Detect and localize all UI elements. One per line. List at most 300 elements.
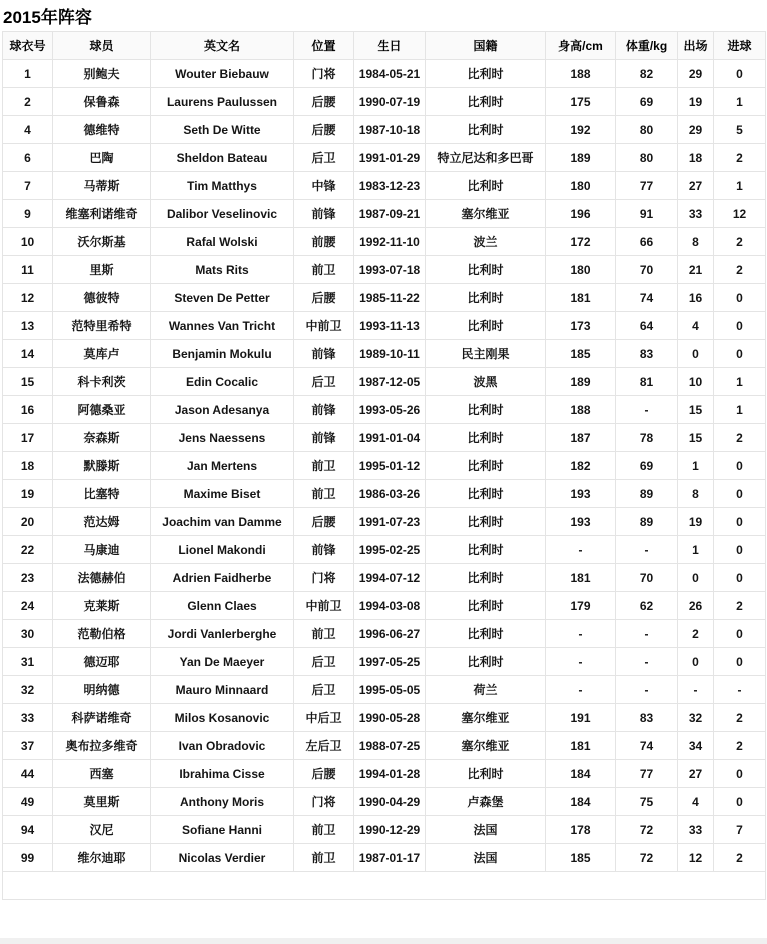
cell-birthday: 1987-09-21 — [354, 200, 426, 228]
cell-goals: 2 — [714, 144, 766, 172]
cell-weight: 69 — [616, 452, 678, 480]
cell-english-name: Yan De Maeyer — [151, 648, 294, 676]
table-row — [3, 816, 766, 844]
cell-jersey-number: 18 — [3, 452, 53, 480]
cell-nationality: 民主刚果 — [426, 340, 546, 368]
cell-height: 184 — [546, 788, 616, 816]
cell-height: 180 — [546, 256, 616, 284]
cell-goals: 0 — [714, 312, 766, 340]
cell-jersey-number: 37 — [3, 732, 53, 760]
cell-weight: 69 — [616, 88, 678, 116]
cell-english-name: Milos Kosanovic — [151, 704, 294, 732]
cell-weight: 64 — [616, 312, 678, 340]
cell-appearances: - — [678, 676, 714, 704]
cell-height: 189 — [546, 144, 616, 172]
cell-english-name: Sofiane Hanni — [151, 816, 294, 844]
cell-birthday: 1985-11-22 — [354, 284, 426, 312]
cell-weight: 81 — [616, 368, 678, 396]
cell-birthday: 1991-01-04 — [354, 424, 426, 452]
cell-birthday: 1988-07-25 — [354, 732, 426, 760]
cell-jersey-number: 49 — [3, 788, 53, 816]
cell-english-name: Wouter Biebauw — [151, 60, 294, 88]
cell-jersey-number: 9 — [3, 200, 53, 228]
table-row — [3, 228, 766, 256]
cell-nationality: 比利时 — [426, 760, 546, 788]
cell-goals: 0 — [714, 508, 766, 536]
cell-position: 前锋 — [294, 536, 354, 564]
cell-weight: 70 — [616, 564, 678, 592]
cell-player-name: 奥布拉多维奇 — [53, 732, 151, 760]
roster-table — [2, 31, 766, 900]
cell-jersey-number: 14 — [3, 340, 53, 368]
table-row — [3, 676, 766, 704]
cell-height: 188 — [546, 60, 616, 88]
cell-goals: 0 — [714, 536, 766, 564]
cell-english-name: Ibrahima Cisse — [151, 760, 294, 788]
cell-jersey-number: 13 — [3, 312, 53, 340]
cell-birthday: 1984-05-21 — [354, 60, 426, 88]
cell-goals: 2 — [714, 844, 766, 872]
cell-height: 185 — [546, 340, 616, 368]
cell-position: 前卫 — [294, 452, 354, 480]
cell-player-name: 维塞利诺维奇 — [53, 200, 151, 228]
cell-goals: 2 — [714, 704, 766, 732]
cell-appearances: 21 — [678, 256, 714, 284]
cell-player-name: 范达姆 — [53, 508, 151, 536]
cell-goals: 5 — [714, 116, 766, 144]
cell-appearances: 8 — [678, 480, 714, 508]
cell-english-name: Wannes Van Tricht — [151, 312, 294, 340]
cell-height: - — [546, 536, 616, 564]
cell-position: 后腰 — [294, 116, 354, 144]
cell-position: 后卫 — [294, 676, 354, 704]
cell-height: 188 — [546, 396, 616, 424]
cell-nationality: 卢森堡 — [426, 788, 546, 816]
cell-weight: - — [616, 536, 678, 564]
cell-player-name: 莫库卢 — [53, 340, 151, 368]
cell-english-name: Jordi Vanlerberghe — [151, 620, 294, 648]
cell-jersey-number: 6 — [3, 144, 53, 172]
cell-appearances: 18 — [678, 144, 714, 172]
cell-weight: 83 — [616, 340, 678, 368]
cell-nationality: 比利时 — [426, 592, 546, 620]
cell-appearances: 26 — [678, 592, 714, 620]
cell-jersey-number: 33 — [3, 704, 53, 732]
cell-nationality: 特立尼达和多巴哥 — [426, 144, 546, 172]
cell-height: - — [546, 620, 616, 648]
cell-nationality: 比利时 — [426, 172, 546, 200]
cell-birthday: 1993-05-26 — [354, 396, 426, 424]
cell-player-name: 科萨诺维奇 — [53, 704, 151, 732]
cell-goals: 0 — [714, 60, 766, 88]
cell-birthday: 1983-12-23 — [354, 172, 426, 200]
cell-appearances: 19 — [678, 88, 714, 116]
cell-player-name: 沃尔斯基 — [53, 228, 151, 256]
cell-position: 前锋 — [294, 424, 354, 452]
table-header-row — [3, 32, 766, 60]
table-footer — [3, 872, 766, 900]
cell-height: 187 — [546, 424, 616, 452]
table-row — [3, 284, 766, 312]
table-row — [3, 200, 766, 228]
cell-goals: 0 — [714, 788, 766, 816]
cell-appearances: 0 — [678, 340, 714, 368]
cell-jersey-number: 17 — [3, 424, 53, 452]
cell-appearances: 27 — [678, 172, 714, 200]
cell-player-name: 奈森斯 — [53, 424, 151, 452]
cell-player-name: 德迈耶 — [53, 648, 151, 676]
cell-birthday: 1990-12-29 — [354, 816, 426, 844]
table-row — [3, 508, 766, 536]
cell-birthday: 1994-01-28 — [354, 760, 426, 788]
cell-height: 184 — [546, 760, 616, 788]
cell-nationality: 荷兰 — [426, 676, 546, 704]
table-row — [3, 592, 766, 620]
cell-position: 后卫 — [294, 144, 354, 172]
cell-nationality: 比利时 — [426, 88, 546, 116]
cell-goals: 2 — [714, 256, 766, 284]
cell-nationality: 比利时 — [426, 424, 546, 452]
cell-birthday: 1991-01-29 — [354, 144, 426, 172]
cell-position: 前锋 — [294, 340, 354, 368]
cell-jersey-number: 11 — [3, 256, 53, 284]
cell-height: 192 — [546, 116, 616, 144]
cell-appearances: 2 — [678, 620, 714, 648]
cell-birthday: 1991-07-23 — [354, 508, 426, 536]
cell-position: 前锋 — [294, 200, 354, 228]
cell-position: 前卫 — [294, 256, 354, 284]
cell-jersey-number: 99 — [3, 844, 53, 872]
cell-goals: 0 — [714, 648, 766, 676]
cell-height: 191 — [546, 704, 616, 732]
cell-birthday: 1995-05-05 — [354, 676, 426, 704]
cell-appearances: 15 — [678, 424, 714, 452]
cell-appearances: 33 — [678, 200, 714, 228]
cell-jersey-number: 30 — [3, 620, 53, 648]
cell-height: 181 — [546, 564, 616, 592]
table-row — [3, 312, 766, 340]
cell-height: 178 — [546, 816, 616, 844]
cell-english-name: Glenn Claes — [151, 592, 294, 620]
cell-weight: - — [616, 648, 678, 676]
table-row — [3, 732, 766, 760]
cell-english-name: Benjamin Mokulu — [151, 340, 294, 368]
cell-player-name: 西塞 — [53, 760, 151, 788]
cell-weight: 75 — [616, 788, 678, 816]
cell-english-name: Mats Rits — [151, 256, 294, 284]
cell-birthday: 1995-01-12 — [354, 452, 426, 480]
cell-english-name: Edin Cocalic — [151, 368, 294, 396]
cell-height: 181 — [546, 732, 616, 760]
cell-english-name: Anthony Moris — [151, 788, 294, 816]
cell-height: 179 — [546, 592, 616, 620]
cell-player-name: 科卡利茨 — [53, 368, 151, 396]
table-row — [3, 144, 766, 172]
cell-position: 后腰 — [294, 508, 354, 536]
cell-jersey-number: 94 — [3, 816, 53, 844]
cell-player-name: 别鲍夫 — [53, 60, 151, 88]
cell-birthday: 1993-07-18 — [354, 256, 426, 284]
cell-weight: 70 — [616, 256, 678, 284]
cell-birthday: 1994-07-12 — [354, 564, 426, 592]
cell-position: 后腰 — [294, 760, 354, 788]
cell-height: 181 — [546, 284, 616, 312]
cell-nationality: 波黑 — [426, 368, 546, 396]
cell-weight: 89 — [616, 508, 678, 536]
cell-goals: 0 — [714, 340, 766, 368]
header-player-name: 球员 — [53, 32, 151, 60]
cell-appearances: 32 — [678, 704, 714, 732]
cell-english-name: Maxime Biset — [151, 480, 294, 508]
header-goals: 进球 — [714, 32, 766, 60]
cell-position: 中后卫 — [294, 704, 354, 732]
cell-english-name: Nicolas Verdier — [151, 844, 294, 872]
table-row — [3, 368, 766, 396]
cell-english-name: Seth De Witte — [151, 116, 294, 144]
cell-birthday: 1989-10-11 — [354, 340, 426, 368]
cell-height: 193 — [546, 480, 616, 508]
cell-player-name: 范勒伯格 — [53, 620, 151, 648]
cell-birthday: 1986-03-26 — [354, 480, 426, 508]
header-position: 位置 — [294, 32, 354, 60]
table-row — [3, 648, 766, 676]
cell-appearances: 19 — [678, 508, 714, 536]
cell-birthday: 1987-12-05 — [354, 368, 426, 396]
cell-position: 门将 — [294, 564, 354, 592]
cell-nationality: 比利时 — [426, 620, 546, 648]
cell-jersey-number: 19 — [3, 480, 53, 508]
cell-goals: 2 — [714, 424, 766, 452]
cell-english-name: Tim Matthys — [151, 172, 294, 200]
cell-nationality: 比利时 — [426, 60, 546, 88]
page-bottom-strip — [0, 938, 767, 944]
cell-appearances: 33 — [678, 816, 714, 844]
cell-english-name: Laurens Paulussen — [151, 88, 294, 116]
cell-goals: 1 — [714, 368, 766, 396]
cell-weight: - — [616, 396, 678, 424]
cell-player-name: 维尔迪耶 — [53, 844, 151, 872]
cell-weight: 91 — [616, 200, 678, 228]
cell-player-name: 莫里斯 — [53, 788, 151, 816]
cell-goals: 0 — [714, 620, 766, 648]
table-body — [3, 60, 766, 872]
table-row — [3, 452, 766, 480]
cell-jersey-number: 22 — [3, 536, 53, 564]
cell-jersey-number: 32 — [3, 676, 53, 704]
cell-height: 180 — [546, 172, 616, 200]
cell-english-name: Jan Mertens — [151, 452, 294, 480]
cell-weight: 72 — [616, 844, 678, 872]
table-row — [3, 172, 766, 200]
cell-height: 196 — [546, 200, 616, 228]
cell-appearances: 0 — [678, 648, 714, 676]
cell-appearances: 0 — [678, 564, 714, 592]
cell-player-name: 巴陶 — [53, 144, 151, 172]
cell-player-name: 里斯 — [53, 256, 151, 284]
cell-weight: 72 — [616, 816, 678, 844]
cell-player-name: 比塞特 — [53, 480, 151, 508]
cell-height: 189 — [546, 368, 616, 396]
cell-height: 175 — [546, 88, 616, 116]
cell-player-name: 法德赫伯 — [53, 564, 151, 592]
cell-player-name: 保鲁森 — [53, 88, 151, 116]
cell-weight: - — [616, 676, 678, 704]
cell-appearances: 15 — [678, 396, 714, 424]
cell-jersey-number: 23 — [3, 564, 53, 592]
cell-weight: 89 — [616, 480, 678, 508]
cell-appearances: 34 — [678, 732, 714, 760]
cell-birthday: 1996-06-27 — [354, 620, 426, 648]
table-row — [3, 116, 766, 144]
cell-birthday: 1997-05-25 — [354, 648, 426, 676]
cell-position: 门将 — [294, 788, 354, 816]
cell-jersey-number: 15 — [3, 368, 53, 396]
cell-jersey-number: 4 — [3, 116, 53, 144]
cell-goals: 0 — [714, 284, 766, 312]
cell-appearances: 27 — [678, 760, 714, 788]
cell-position: 中前卫 — [294, 312, 354, 340]
cell-english-name: Jason Adesanya — [151, 396, 294, 424]
cell-weight: 78 — [616, 424, 678, 452]
table-row — [3, 704, 766, 732]
cell-birthday: 1987-10-18 — [354, 116, 426, 144]
cell-english-name: Rafal Wolski — [151, 228, 294, 256]
cell-nationality: 比利时 — [426, 480, 546, 508]
cell-weight: 74 — [616, 284, 678, 312]
cell-appearances: 1 — [678, 536, 714, 564]
cell-nationality: 法国 — [426, 844, 546, 872]
cell-birthday: 1995-02-25 — [354, 536, 426, 564]
cell-goals: 0 — [714, 760, 766, 788]
cell-height: - — [546, 676, 616, 704]
cell-position: 门将 — [294, 60, 354, 88]
cell-height: - — [546, 648, 616, 676]
cell-jersey-number: 10 — [3, 228, 53, 256]
cell-goals: 0 — [714, 452, 766, 480]
cell-nationality: 塞尔维亚 — [426, 704, 546, 732]
cell-nationality: 法国 — [426, 816, 546, 844]
cell-position: 前腰 — [294, 228, 354, 256]
cell-position: 前锋 — [294, 396, 354, 424]
cell-player-name: 克莱斯 — [53, 592, 151, 620]
header-appearances: 出场 — [678, 32, 714, 60]
table-row — [3, 480, 766, 508]
cell-goals: 0 — [714, 480, 766, 508]
cell-english-name: Adrien Faidherbe — [151, 564, 294, 592]
cell-player-name: 明纳德 — [53, 676, 151, 704]
cell-player-name: 马蒂斯 — [53, 172, 151, 200]
cell-player-name: 汉尼 — [53, 816, 151, 844]
cell-position: 前卫 — [294, 480, 354, 508]
cell-weight: 77 — [616, 172, 678, 200]
cell-height: 193 — [546, 508, 616, 536]
cell-nationality: 波兰 — [426, 228, 546, 256]
cell-jersey-number: 12 — [3, 284, 53, 312]
header-english-name: 英文名 — [151, 32, 294, 60]
cell-nationality: 塞尔维亚 — [426, 732, 546, 760]
cell-english-name: Ivan Obradovic — [151, 732, 294, 760]
cell-player-name: 德维特 — [53, 116, 151, 144]
cell-english-name: Steven De Petter — [151, 284, 294, 312]
cell-weight: - — [616, 620, 678, 648]
cell-jersey-number: 24 — [3, 592, 53, 620]
cell-birthday: 1987-01-17 — [354, 844, 426, 872]
cell-height: 173 — [546, 312, 616, 340]
cell-position: 前卫 — [294, 620, 354, 648]
cell-nationality: 比利时 — [426, 564, 546, 592]
cell-weight: 82 — [616, 60, 678, 88]
cell-position: 前卫 — [294, 844, 354, 872]
header-height: 身高/cm — [546, 32, 616, 60]
cell-player-name: 默滕斯 — [53, 452, 151, 480]
cell-nationality: 比利时 — [426, 508, 546, 536]
cell-nationality: 比利时 — [426, 396, 546, 424]
cell-appearances: 29 — [678, 60, 714, 88]
cell-jersey-number: 16 — [3, 396, 53, 424]
cell-position: 中锋 — [294, 172, 354, 200]
cell-height: 185 — [546, 844, 616, 872]
cell-birthday: 1993-11-13 — [354, 312, 426, 340]
cell-position: 后卫 — [294, 368, 354, 396]
cell-appearances: 10 — [678, 368, 714, 396]
cell-weight: 80 — [616, 116, 678, 144]
cell-player-name: 德彼特 — [53, 284, 151, 312]
cell-jersey-number: 7 — [3, 172, 53, 200]
cell-nationality: 比利时 — [426, 536, 546, 564]
cell-goals: 2 — [714, 732, 766, 760]
cell-birthday: 1990-05-28 — [354, 704, 426, 732]
header-jersey-number: 球衣号 — [3, 32, 53, 60]
cell-jersey-number: 2 — [3, 88, 53, 116]
cell-birthday: 1994-03-08 — [354, 592, 426, 620]
cell-height: 172 — [546, 228, 616, 256]
cell-weight: 80 — [616, 144, 678, 172]
table-row — [3, 620, 766, 648]
cell-player-name: 阿德桑亚 — [53, 396, 151, 424]
cell-weight: 74 — [616, 732, 678, 760]
cell-position: 中前卫 — [294, 592, 354, 620]
cell-nationality: 比利时 — [426, 116, 546, 144]
table-row — [3, 60, 766, 88]
cell-english-name: Jens Naessens — [151, 424, 294, 452]
cell-appearances: 4 — [678, 788, 714, 816]
cell-birthday: 1990-07-19 — [354, 88, 426, 116]
cell-weight: 66 — [616, 228, 678, 256]
header-birthday: 生日 — [354, 32, 426, 60]
cell-weight: 62 — [616, 592, 678, 620]
cell-goals: 0 — [714, 564, 766, 592]
table-row — [3, 844, 766, 872]
cell-jersey-number: 1 — [3, 60, 53, 88]
cell-birthday: 1992-11-10 — [354, 228, 426, 256]
cell-position: 前卫 — [294, 816, 354, 844]
cell-goals: - — [714, 676, 766, 704]
cell-jersey-number: 44 — [3, 760, 53, 788]
cell-goals: 12 — [714, 200, 766, 228]
cell-nationality: 比利时 — [426, 452, 546, 480]
page-title: 2015年阵容 — [3, 8, 92, 27]
cell-goals: 2 — [714, 592, 766, 620]
cell-goals: 2 — [714, 228, 766, 256]
table-row — [3, 256, 766, 284]
cell-position: 后腰 — [294, 284, 354, 312]
cell-appearances: 29 — [678, 116, 714, 144]
cell-goals: 1 — [714, 88, 766, 116]
cell-weight: 77 — [616, 760, 678, 788]
cell-english-name: Joachim van Damme — [151, 508, 294, 536]
cell-english-name: Lionel Makondi — [151, 536, 294, 564]
cell-nationality: 比利时 — [426, 648, 546, 676]
